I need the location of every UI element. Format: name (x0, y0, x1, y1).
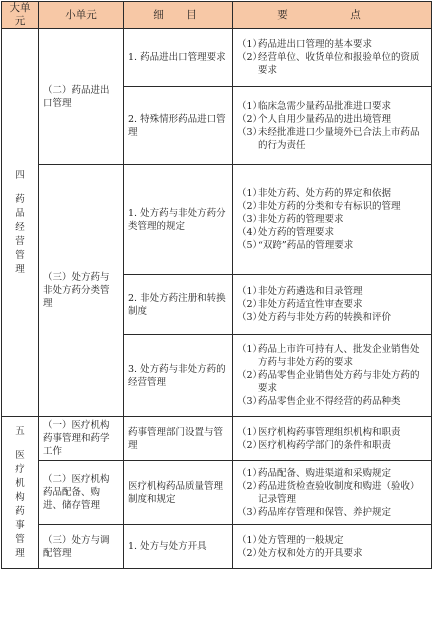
point-text: 医疗机构药学部门的条件和职责 (258, 439, 392, 451)
big-unit-number: 四 (15, 169, 25, 181)
point-text: 未经批准进口少量境外已合法上市药品的行为责任 (258, 126, 420, 151)
point-number: （2） (237, 201, 263, 212)
point-number: （2） (237, 52, 263, 63)
detail-cell: 医疗机构药品质量管理制度和规定 (124, 461, 233, 525)
point-number: （2） (237, 547, 263, 559)
point-text: 药品配备、购进渠道和采购规定 (258, 467, 392, 479)
small-unit-cell: （一）医疗机构药事管理和药学工作 (39, 417, 124, 461)
point-text: 非处方药的分类和专有标识的管理 (258, 201, 401, 212)
detail-cell: 3. 处方药与非处方药的经营管理 (124, 335, 233, 417)
point-item (237, 480, 428, 506)
small-unit-cell: （二）医疗机构药品配备、购进、储存管理 (39, 461, 124, 525)
point-text: 处方药与非处方药的转换和评价 (258, 312, 392, 323)
table-body (2, 29, 432, 569)
point-text: 药品进出口管理的基本要求 (258, 39, 373, 50)
point-item (237, 113, 428, 126)
point-number: （2） (237, 370, 263, 381)
point-text: “双跨”药品的管理要求 (258, 240, 354, 251)
points-cell (233, 417, 432, 461)
big-unit-name: 医疗机构药事管理 (15, 449, 25, 559)
detail-cell: 药事管理部门设置与管理 (124, 417, 233, 461)
header-small-unit: 小单元 (39, 2, 124, 29)
point-item (237, 547, 428, 560)
point-number: （1） (237, 188, 263, 199)
header-big-unit: 大单元 (2, 2, 39, 29)
detail-cell: 2. 非处方药注册和转换制度 (124, 275, 233, 335)
detail-cell: 2. 特殊情形药品进口管理 (124, 87, 233, 165)
point-text: 药品零售企业不得经营的药品种类 (258, 396, 401, 407)
point-item (237, 100, 428, 113)
point-number: （4） (237, 227, 263, 238)
point-number: （3） (237, 214, 263, 225)
point-item (237, 200, 428, 213)
small-unit-cell: （三）处方药与非处方药分类管理 (39, 165, 124, 417)
point-item (237, 534, 428, 547)
detail-cell: 1. 处方与处方开具 (124, 525, 233, 569)
point-text: 非处方药、处方药的界定和依据 (258, 188, 392, 199)
point-text: 处方权和处方的开具要求 (258, 547, 363, 559)
point-text: 处方药的管理要求 (258, 227, 335, 238)
header-points: 要 点 (233, 2, 432, 29)
points-cell (233, 87, 432, 165)
point-item (237, 285, 428, 298)
table-row (2, 29, 432, 87)
point-item (237, 126, 428, 152)
point-text: 非处方药遴选和目录管理 (258, 286, 363, 297)
big-unit-cell (2, 29, 39, 417)
point-number: （1） (237, 467, 263, 479)
table-row (2, 461, 432, 525)
point-text: 药品库存管理和保管、养护规定 (258, 506, 392, 518)
header-detail: 细 目 (124, 2, 233, 29)
point-text: 药品上市许可持有人、批发企业销售处方药与非处方药的要求 (258, 344, 420, 368)
point-item (237, 38, 428, 51)
point-item (237, 395, 428, 408)
point-item (237, 226, 428, 239)
big-unit-cell (2, 417, 39, 569)
syllabus-table (1, 1, 432, 569)
point-item (237, 343, 428, 369)
point-item (237, 467, 428, 480)
point-number: （1） (237, 344, 263, 355)
point-number: （3） (237, 126, 263, 138)
point-number: （2） (237, 299, 263, 310)
point-number: （1） (237, 286, 263, 297)
point-number: （3） (237, 396, 263, 407)
point-item (237, 439, 428, 452)
points-cell (233, 275, 432, 335)
table-row (2, 165, 432, 275)
point-number: （3） (237, 312, 263, 323)
point-text: 药品零售企业销售处方药与非处方药的要求 (258, 370, 420, 394)
big-unit-number: 五 (15, 425, 25, 437)
point-text: 药品进货检查验收制度和购进（验收）记录管理 (258, 480, 420, 505)
big-unit-name: 药品经营管理 (15, 193, 25, 275)
point-item (237, 187, 428, 200)
point-item (237, 369, 428, 395)
point-item (237, 506, 428, 519)
point-item (237, 311, 428, 324)
point-number: （1） (237, 39, 263, 50)
table-row (2, 417, 432, 461)
point-text: 处方管理的一般规定 (258, 534, 344, 546)
point-item (237, 213, 428, 226)
point-item (237, 426, 428, 439)
point-number: （1） (237, 100, 263, 112)
point-number: （3） (237, 506, 263, 518)
table-row (2, 525, 432, 569)
points-cell (233, 461, 432, 525)
detail-cell: 1. 处方药与非处方药分类管理的规定 (124, 165, 233, 275)
point-number: （2） (237, 439, 263, 451)
header-row (2, 2, 432, 29)
point-text: 非处方药的管理要求 (258, 214, 344, 225)
point-text: 个人自用少量药品的进出境管理 (258, 113, 392, 125)
point-number: （1） (237, 426, 263, 438)
point-number: （2） (237, 113, 263, 125)
points-cell (233, 525, 432, 569)
points-cell (233, 335, 432, 417)
point-text: 经营单位、收货单位和报验单位的资质要求 (258, 52, 420, 76)
point-item (237, 51, 428, 77)
point-number: （5） (237, 240, 263, 251)
detail-cell: 1. 药品进出口管理要求 (124, 29, 233, 87)
point-text: 临床急需少量药品批准进口要求 (258, 100, 392, 112)
point-text: 非处方药适宜性审查要求 (258, 299, 363, 310)
point-item (237, 239, 428, 252)
small-unit-cell: （二）药品进出口管理 (39, 29, 124, 165)
point-number: （2） (237, 480, 263, 492)
point-number: （1） (237, 534, 263, 546)
point-text: 医疗机构药事管理组织机构和职责 (258, 426, 401, 438)
syllabus-table-wrapper (1, 1, 431, 569)
small-unit-cell: （三）处方与调配管理 (39, 525, 124, 569)
points-cell (233, 165, 432, 275)
points-cell (233, 29, 432, 87)
point-item (237, 298, 428, 311)
